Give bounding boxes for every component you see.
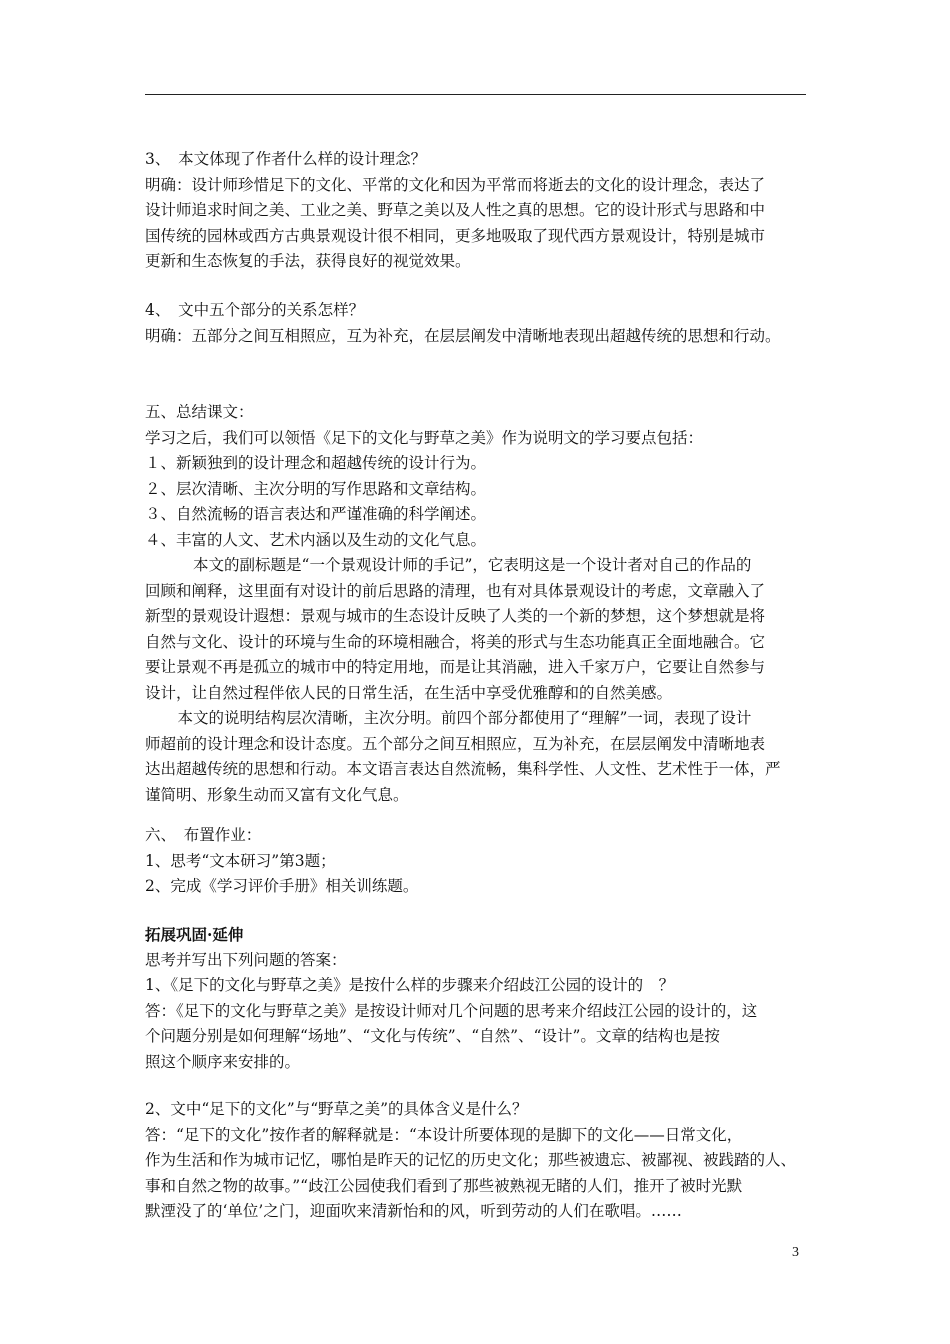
- section-heading: 六、 布置作业：: [145, 826, 262, 844]
- answer-line: 答：“足下的文化”按作者的解释就是：“本设计所要体现的是脚下的文化——日常文化，: [145, 1125, 743, 1144]
- question-3: [145, 147, 810, 275]
- answer-line: 答：《足下的文化与野草之美》是按设计师对几个问题的思考来介绍歧江公园的设计的，这: [145, 1001, 758, 1020]
- section-heading: 五、总结课文：: [145, 403, 254, 421]
- answer-line: 设计师追求时间之美、工业之美、野草之美以及人性之真的思想。它的设计形式与思路和中: [145, 201, 766, 219]
- answer-line: 事和自然之物的故事。”“歧江公园使我们看到了那些被熟视无睹的人们，推开了被时光默: [145, 1176, 743, 1195]
- paragraph-line: 要让景观不再是孤立的城市中的特定用地，而是让其消融，进入千家万户，它要让自然参与: [145, 658, 766, 676]
- answer-line: 个问题分别是如何理解“场地”、“文化与传统”、“自然”、“设计”。文章的结构也是按: [145, 1027, 720, 1045]
- paragraph-line: 本文的说明结构层次清晰，主次分明。前四个部分都使用了“理解”一词，表现了设计: [177, 709, 752, 727]
- answer-line: 作为生活和作为城市记忆，哪怕是昨天的记忆的历史文化；那些被遗忘、被鄙视、被践踏的人、: [145, 1151, 797, 1169]
- extension-q2-block: [145, 1097, 810, 1225]
- extension-question-1: 1、《足下的文化与野草之美》是按什么样的步骤来介绍歧江公园的设计的 ？: [145, 976, 675, 994]
- extension-question-2: 2、文中“足下的文化”与“野草之美”的具体含义是什么？: [145, 1100, 528, 1118]
- paragraph-line: 谨简明、形象生动而又富有文化气息。: [145, 785, 409, 804]
- page-number: 3: [792, 1245, 799, 1260]
- homework-item: 2、完成《学习评价手册》相关训练题。: [145, 877, 419, 895]
- extension-section: [145, 922, 810, 1075]
- summary-point: ２、层次清晰、主次分明的写作思路和文章结构。: [145, 479, 487, 498]
- header-rule: [145, 94, 806, 95]
- extension-intro: 思考并写出下列问题的答案：: [145, 950, 347, 969]
- paragraph-line: 达出超越传统的思想和行动。本文语言表达自然流畅，集科学性、人文性、艺术性于一体，严: [145, 760, 781, 778]
- answer-line: 更新和生态恢复的手法，获得良好的视觉效果。: [145, 252, 471, 270]
- homework-section: [145, 823, 810, 900]
- paragraph-line: 回顾和阐释，这里面有对设计的前后思路的清理，也有对具体景观设计的考虑，文章融入了: [145, 581, 766, 600]
- summary-point: １、新颖独到的设计理念和超越传统的设计行为。: [145, 454, 487, 472]
- section-heading-bold: 拓展巩固·延伸: [145, 925, 244, 944]
- answer-line: 照这个顺序来安排的。: [145, 1052, 301, 1071]
- summary-point: ３、自然流畅的语言表达和严谨准确的科学阐述。: [145, 505, 487, 523]
- answer-line: 明确：五部分之间互相照应，互为补充，在层层阐发中清晰地表现出超越传统的思想和行动。: [145, 326, 781, 345]
- paragraph-line: 新型的景观设计遐想：景观与城市的生态设计反映了人类的一个新的梦想，这个梦想就是将: [145, 607, 766, 625]
- summary-point: ４、丰富的人文、艺术内涵以及生动的文化气息。: [145, 530, 487, 549]
- paragraph-line: 设计，让自然过程伴依人民的日常生活，在生活中享受优雅醇和的自然美感。: [145, 683, 673, 702]
- question-4: [145, 298, 810, 349]
- summary-section: [145, 400, 810, 808]
- question-4-heading: 4、 文中五个部分的关系怎样？: [145, 301, 365, 319]
- answer-line: 国传统的园林或西方古典景观设计很不相同，更多地吸取了现代西方景观设计，特别是城市: [145, 226, 766, 245]
- question-3-heading: 3、 本文体现了作者什么样的设计理念？: [145, 150, 427, 168]
- paragraph-line: 师超前的设计理念和设计态度。五个部分之间互相照应，互为补充，在层层阐发中清晰地表: [145, 734, 766, 753]
- paragraph-line: 本文的副标题是“一个景观设计师的手记”，它表明这是一个设计者对自己的作品的: [177, 556, 752, 574]
- paragraph-line: 自然与文化、设计的环境与生命的环境相融合，将美的形式与生态功能真正全面地融合。它: [145, 632, 766, 651]
- answer-line: 明确：设计师珍惜足下的文化、平常的文化和因为平常而将逝去的文化的设计理念，表达了: [145, 175, 766, 194]
- homework-item: 1、思考“文本研习”第3题；: [145, 851, 336, 870]
- summary-intro: 学习之后，我们可以领悟《足下的文化与野草之美》作为说明文的学习要点包括：: [145, 428, 704, 447]
- answer-line: 默湮没了的‘单位’之门，迎面吹来清新怡和的风，听到劳动的人们在歌唱。……: [145, 1202, 682, 1220]
